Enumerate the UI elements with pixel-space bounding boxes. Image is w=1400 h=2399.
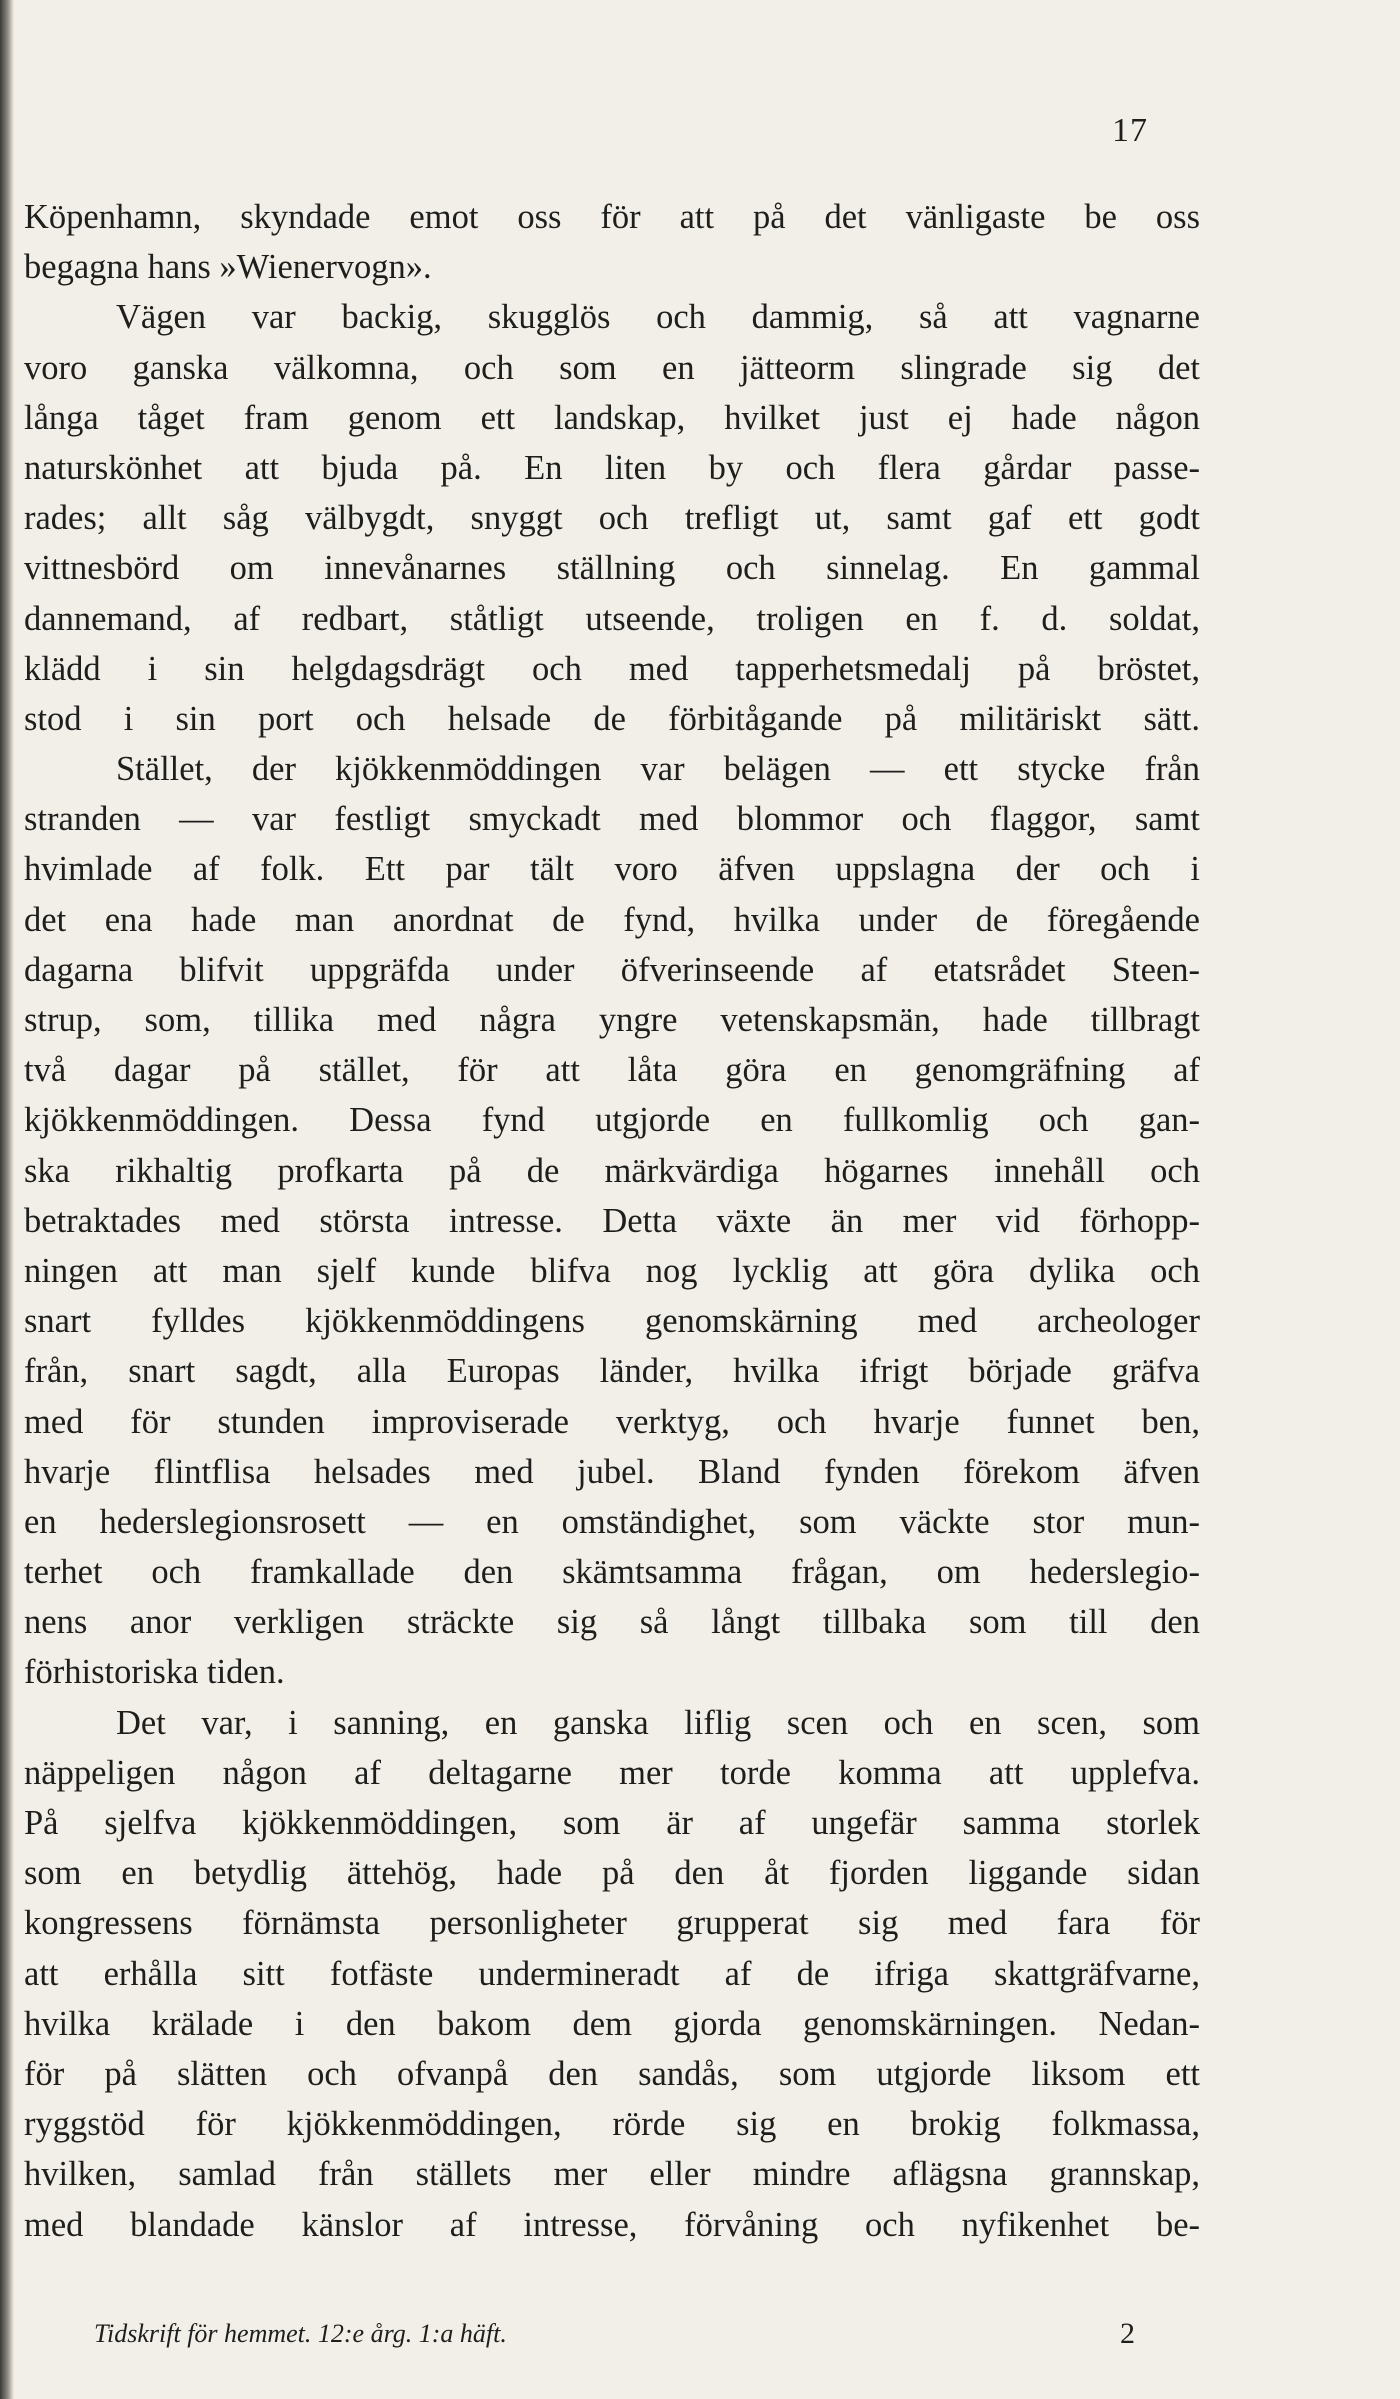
text-line: terhet och framkallade den skämtsamma frågan, om hederslegio- [24,1553,1200,1592]
text-line: Vägen var backig, skugglös och dammig, så att vagnarne [116,298,1200,337]
text-line: nens anor verkligen sträckte sig så långt tillbaka som till den [24,1603,1200,1642]
text-line: hvilka krälade i den bakom dem gjorda genomskärningen. Nedan- [24,2004,1200,2043]
text-line: strup, som, tillika med några yngre vetenskapsmän, hade tillbragt [24,1001,1200,1039]
text-line: betraktades med största intresse. Detta växte än mer vid förhopp- [24,1201,1200,1240]
text-line: stranden — var festligt smyckadt med blommor och flaggor, samt [24,800,1200,839]
text-line: som en betydlig ättehög, hade på den åt fjorden liggande sidan [24,1854,1200,1893]
text-line: att erhålla sitt fotfäste undermineradt af de ifriga skattgräfvarne, [24,1954,1200,1993]
text-line: snart fylldes kjökkenmöddingens genomskärning med archeologer [24,1302,1200,1341]
text-line: hvilken, samlad från ställets mer eller mindre aflägsna grannskap, [24,2155,1200,2194]
text-line: en hederslegionsrosett — en omständighet, som väckte stor mun- [24,1502,1200,1541]
text-line: naturskönhet att bjuda på. En liten by och flera gårdar passe- [24,448,1200,487]
text-line: med blandade känslor af intresse, förvåning och nyfikenhet be- [24,2205,1200,2244]
text-line: klädd i sin helgdagsdrägt och med tapperhetsmedalj på bröstet, [24,649,1200,688]
text-line: hvimlade af folk. Ett par tält voro äfven uppslagna der och i [24,850,1200,889]
text-line: dagarna blifvit uppgräfda under öfverinseende af etatsrådet Steen- [24,950,1200,989]
text-line: Stället, der kjökkenmöddingen var belägen — ett stycke från [116,750,1200,789]
text-line: två dagar på stället, för att låta göra en genomgräfning af [24,1051,1200,1090]
text-line: kongressens förnämsta personligheter grupperat sig med fara för [24,1904,1200,1943]
text-line: begagna hans »Wienervogn». [24,248,432,287]
text-line: dannemand, af redbart, ståtligt utseende, troligen en f. d. soldat, [24,599,1200,638]
text-line: kjökkenmöddingen. Dessa fynd utgjorde en fullkomlig och gan- [24,1101,1200,1140]
text-line: Det var, i sanning, en ganska liflig scen och en scen, som [116,1703,1200,1742]
body-text [24,192,1200,2250]
text-line: ryggstöd för kjökkenmöddingen, rörde sig en brokig folkmassa, [24,2105,1200,2144]
text-line: för på slätten och ofvanpå den sandås, som utgjorde liksom ett [24,2054,1200,2093]
text-line: ningen att man sjelf kunde blifva nog lycklig att göra dylika och [24,1251,1200,1290]
page-number: 17 [1112,112,1148,149]
text-line: voro ganska välkomna, och som en jätteorm slingrade sig det [24,348,1200,387]
text-line: förhistoriska tiden. [24,1653,285,1692]
text-line: det ena hade man anordnat de fynd, hvilka under de föregående [24,900,1200,939]
text-line: näppeligen någon af deltagarne mer torde komma att upplefva. [24,1753,1200,1792]
signature-mark: 2 [1120,2317,1135,2350]
text-line: Köpenhamn, skyndade emot oss för att på det vänligaste be oss [24,198,1200,236]
text-line: med för stunden improviserade verktyg, och hvarje funnet ben, [24,1402,1200,1441]
text-line: vittnesbörd om innevånarnes ställning och sinnelag. En gammal [24,549,1200,588]
text-line: hvarje flintflisa helsades med jubel. Bland fynden förekom äfven [24,1452,1200,1491]
page-edge-shadow [0,0,14,2399]
text-line: ska rikhaltig profkarta på de märkvärdiga högarnes innehåll och [24,1151,1200,1190]
text-line: från, snart sagdt, alla Europas länder, hvilka ifrigt började gräfva [24,1352,1200,1391]
text-line: långa tåget fram genom ett landskap, hvilket just ej hade någon [24,398,1200,437]
text-line: rades; allt såg välbygdt, snyggt och trefligt ut, samt gaf ett godt [24,499,1200,538]
text-line: På sjelfva kjökkenmöddingen, som är af ungefär samma storlek [24,1804,1200,1842]
page-footer [24,2314,1135,2354]
text-line: stod i sin port och helsade de förbitågande på militäriskt sätt. [24,699,1200,738]
journal-citation: Tidskrift för hemmet. 12:e årg. 1:a häft. [94,2319,507,2348]
